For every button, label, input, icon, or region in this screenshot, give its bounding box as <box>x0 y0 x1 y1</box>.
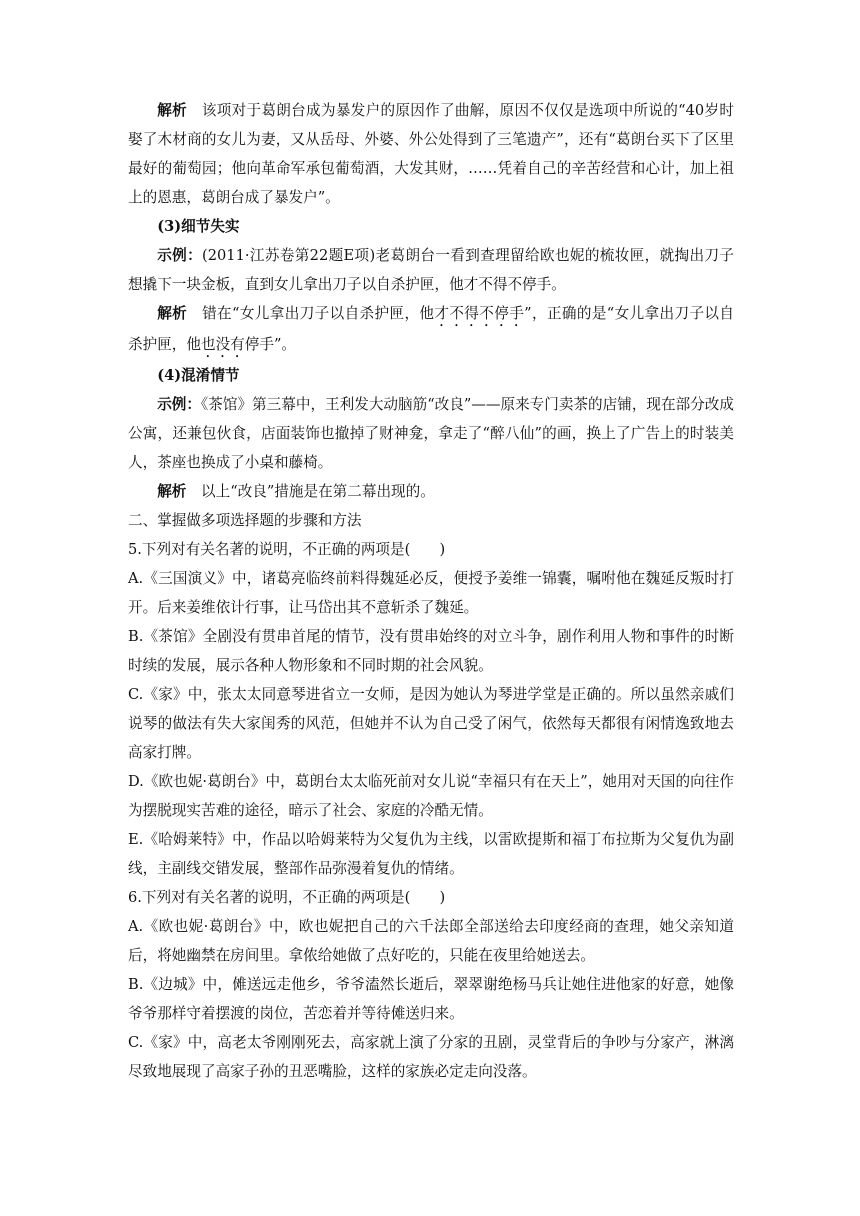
emphasized-text: 也没有 <box>200 336 245 353</box>
example-label: 示例： <box>157 396 201 413</box>
analysis-text: 该项对于葛朗台成为暴发户的原因作了曲解，原因不仅仅是选项中所说的“40岁时娶了木材商的女儿为妻，又从岳母、外婆、外公处得到了三笔遗产”，还有“葛朗台买下了区里最好的葡萄园；他向革命军承包葡萄酒，大发其财，……凭着自己的辛苦经营和心计，加上祖上的恩惠，葛朗台成了暴发户”。 <box>128 102 734 206</box>
part-heading: 二、掌握做多项选择题的步骤和方法 <box>128 512 362 529</box>
option-item: C.《家》中，高老太爷刚刚死去，高家就上演了分家的丑剧，灵堂背后的争吵与分家产，淋漓尽致地展现了高家子孙的丑恶嘴脸，这样的家族必定走向没落。 <box>128 1034 734 1080</box>
option-item: D.《欧也妮·葛朗台》中，葛朗台太太临死前对女儿说“幸福只有在天上”，她用对天国的向往作为摆脱现实苦难的途径，暗示了社会、家庭的冷酷无情。 <box>128 773 734 819</box>
emphasized-text: 才不得不停手 <box>434 305 525 322</box>
option-item: B.《茶馆》全剧没有贯串首尾的情节，没有贯串始终的对立斗争，剧作利用人物和事件的时断时续的发展，展示各种人物形象和不同时期的社会风貌。 <box>128 628 734 674</box>
question-stem: 6.下列对有关名著的说明，不正确的两项是( ) <box>128 889 446 906</box>
section-heading-detail: (3)细节失实 <box>157 218 240 235</box>
analysis-paragraph <box>128 96 734 212</box>
option-item: A.《欧也妮·葛朗台》中，欧也妮把自己的六千法郎全部送给去印度经商的查理，她父亲知道后，将她幽禁在房间里。拿侬给她做了点好吃的，只能在夜里给她送去。 <box>128 918 734 964</box>
section-heading-confusion: (4)混淆情节 <box>157 367 240 384</box>
analysis-text-part: 停手”。 <box>244 336 297 353</box>
analysis-text-part: ”，正确的是“女儿拿出刀子以自杀护匣，他 <box>128 305 734 353</box>
analysis-text-part: 错在“女儿拿出刀子以自杀护匣，他 <box>202 305 435 322</box>
analysis-paragraph <box>128 477 734 506</box>
analysis-paragraph <box>128 299 734 361</box>
example-text: (2011·江苏卷第22题E项)老葛朗台一看到查理留给欧也妮的梳妆匣，就掏出刀子想撬下一块金板，直到女儿拿出刀子以自杀护匣，他才不得不停手。 <box>128 247 734 293</box>
example-paragraph <box>128 390 734 477</box>
example-paragraph <box>128 241 734 299</box>
page-content <box>128 96 734 1086</box>
example-label: 示例： <box>157 247 203 264</box>
example-text: 《茶馆》第三幕中，王利发大动脑筋“改良”——原来专门卖茶的店铺，现在部分改成公寓，还兼包伙食，店面装饰也撤掉了财神龛，拿走了“醉八仙”的画，换上了广告上的时装美人，茶座也换成了小桌和藤椅。 <box>128 396 734 471</box>
option-item: E.《哈姆莱特》中，作品以哈姆莱特为父复仇为主线，以雷欧提斯和福丁布拉斯为父复仇为副线，主副线交错发展，整部作品弥漫着复仇的情绪。 <box>128 831 734 877</box>
analysis-label: 解析 <box>157 102 187 119</box>
option-item: A.《三国演义》中，诸葛亮临终前料得魏延必反，便授予姜维一锦囊，嘱咐他在魏延反叛时打开。后来姜维依计行事，让马岱出其不意斩杀了魏延。 <box>128 570 734 616</box>
option-item: C.《家》中，张太太同意琴进省立一女师，是因为她认为琴进学堂是正确的。所以虽然亲戚们说琴的做法有失大家闺秀的风范，但她并不认为自己受了闲气，依然每天都很有闲情逸致地去高家打牌。 <box>128 686 734 761</box>
analysis-label: 解析 <box>157 305 188 322</box>
option-item: B.《边城》中，傩送远走他乡，爷爷溘然长逝后，翠翠谢绝杨马兵让她住进他家的好意，她像爷爷那样守着摆渡的岗位，苦恋着并等待傩送归来。 <box>128 976 734 1022</box>
analysis-text: 以上“改良”措施是在第二幕出现的。 <box>201 483 435 500</box>
analysis-label: 解析 <box>157 483 187 500</box>
question-stem: 5.下列对有关名著的说明，不正确的两项是( ) <box>128 541 446 558</box>
